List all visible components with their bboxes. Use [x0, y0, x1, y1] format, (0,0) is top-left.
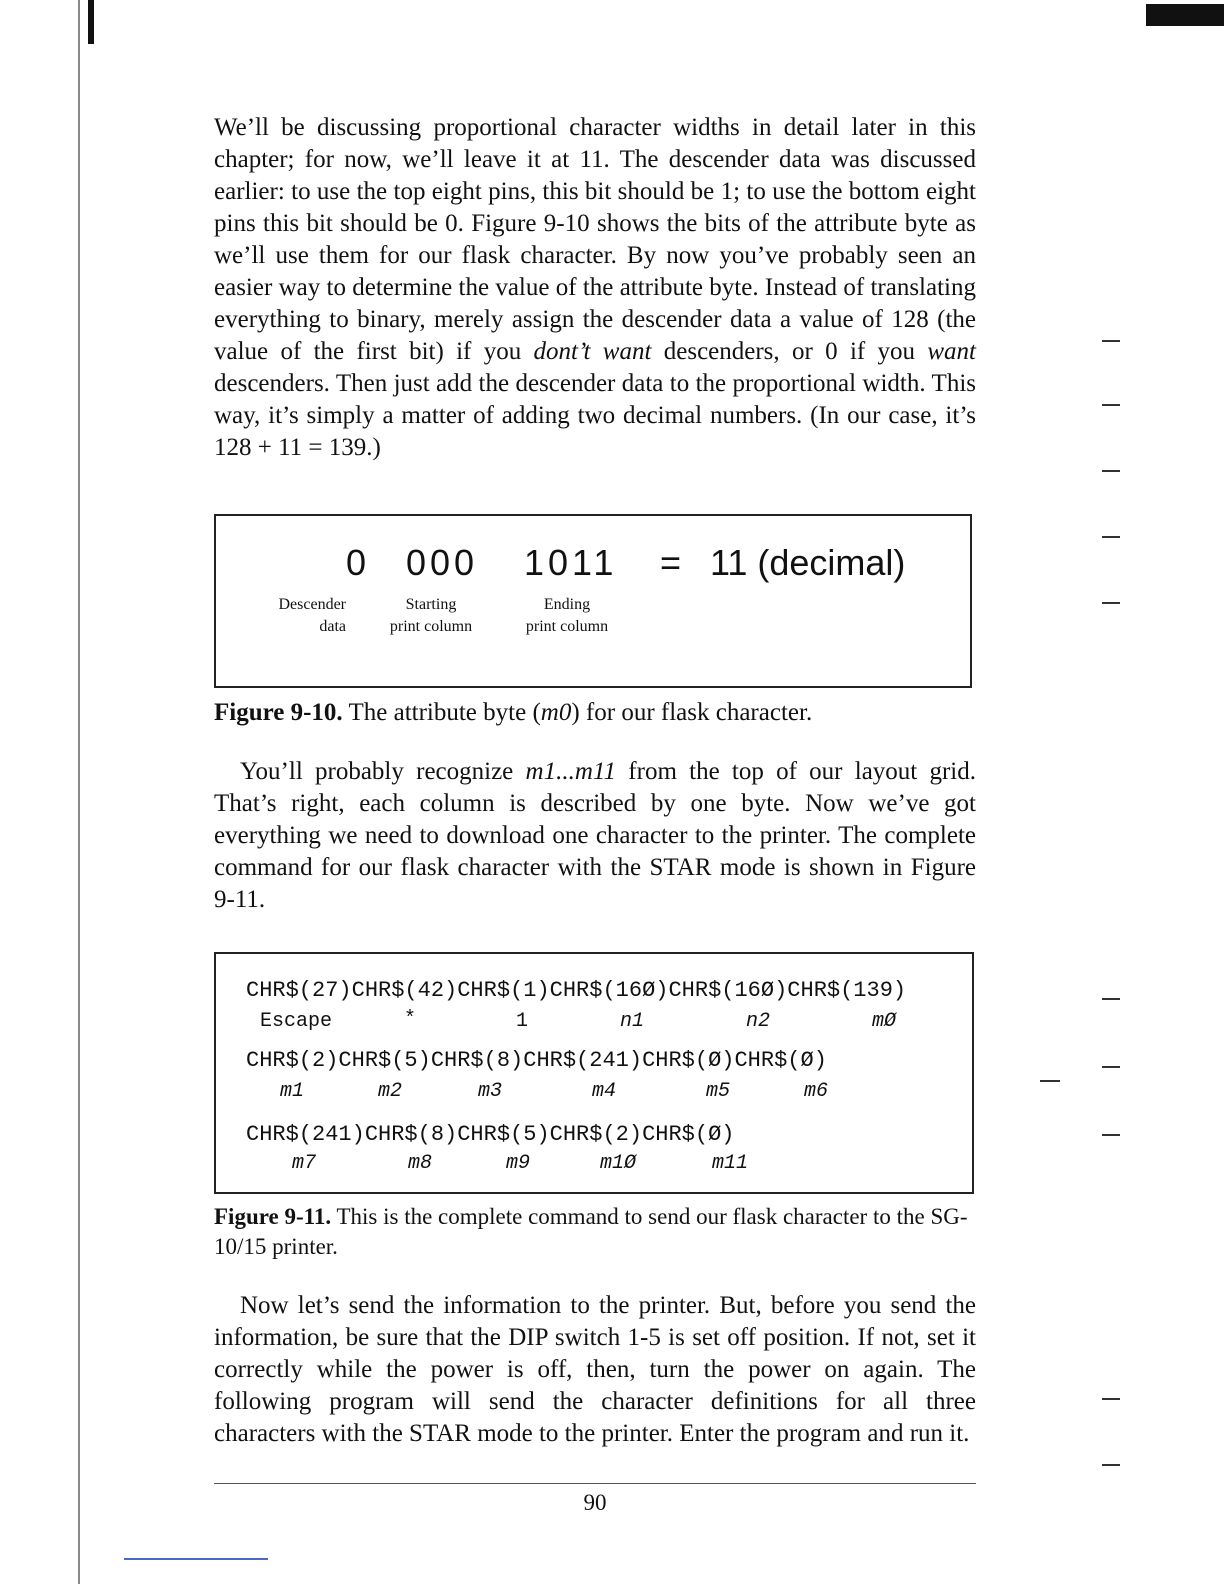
- code-label: m5: [706, 1080, 731, 1103]
- label-line: data: [319, 618, 346, 635]
- label-ending-print-column: [508, 594, 626, 638]
- paragraph-text: descenders. Then just add the descender data to the proportional width. This way, it’s simply a matter of adding two decimal numbers. (In our case, it’s 128 + 11 = 139.): [214, 370, 976, 461]
- code-label: m8: [408, 1152, 433, 1175]
- paragraph-send-information: [214, 1290, 976, 1450]
- paragraph-descender-data: [214, 112, 976, 464]
- paragraph-emphasis: m1...m11: [525, 758, 617, 785]
- caption-text: ) for our flask character.: [571, 699, 813, 726]
- paragraph-text: descenders, or 0 if you: [651, 338, 928, 365]
- paragraph-text: You’ll probably recognize: [240, 758, 526, 785]
- code-label: m1Ø: [600, 1152, 637, 1175]
- footer-rule: [214, 1483, 976, 1484]
- scan-blue-line: [124, 1558, 268, 1560]
- caption-emphasis: m0: [540, 699, 572, 726]
- code-line-2: CHR$(2)CHR$(5)CHR$(8)CHR$(241)CHR$(Ø)CHR$(Ø): [246, 1048, 827, 1073]
- label-starting-print-column: [376, 594, 486, 638]
- caption-label: Figure 9-10.: [214, 699, 343, 726]
- label-line: print column: [525, 618, 609, 635]
- margin-tick: [1102, 1134, 1120, 1136]
- label-line: print column: [389, 618, 473, 635]
- code-line-3: CHR$(241)CHR$(8)CHR$(5)CHR$(2)CHR$(Ø): [246, 1122, 735, 1147]
- margin-tick: [1102, 998, 1120, 1000]
- code-label: Escape: [260, 1010, 333, 1033]
- code-label: m7: [292, 1152, 317, 1175]
- margin-tick: [1102, 1398, 1120, 1400]
- caption-label: Figure 9-11.: [214, 1204, 332, 1229]
- scan-edge-mark: [88, 0, 94, 44]
- code-label: m3: [478, 1080, 503, 1103]
- label-line: Ending: [543, 596, 591, 613]
- paragraph-column-bytes: [214, 756, 976, 916]
- margin-tick: [1102, 536, 1120, 538]
- paragraph-text: from the top of our layout grid. That’s right, each column is described by one byte. Now we’ve got everything we need to download one character to the printer. The complete command for our flask character with the STAR mode is shown in Figure 9-11.: [214, 758, 976, 913]
- margin-tick: [1040, 1080, 1060, 1082]
- margin-tick: [1102, 340, 1120, 342]
- scan-edge: [78, 0, 80, 1584]
- margin-tick: [1102, 1464, 1120, 1466]
- starting-column-bits: 000: [406, 542, 479, 583]
- figure-9-11-box: [214, 952, 974, 1194]
- code-label: n2: [746, 1010, 771, 1033]
- paragraph-emphasis: want: [927, 338, 976, 365]
- code-label: n1: [620, 1010, 645, 1033]
- label-descender-data: [246, 594, 346, 638]
- code-label: m9: [506, 1152, 531, 1175]
- caption-text: The attribute byte (: [342, 699, 541, 726]
- figure-9-11-caption: [214, 1202, 976, 1262]
- code-line-1: CHR$(27)CHR$(42)CHR$(1)CHR$(16Ø)CHR$(16Ø)CHR$(139): [246, 978, 907, 1003]
- code-label: m11: [712, 1152, 749, 1175]
- margin-tick: [1102, 470, 1120, 472]
- equals-sign: =: [660, 542, 686, 583]
- code-label: m1: [280, 1080, 305, 1103]
- label-line: Descender: [278, 596, 346, 613]
- code-label: m6: [804, 1080, 829, 1103]
- margin-tick: [1102, 602, 1120, 604]
- decimal-value: 11 (decimal): [710, 542, 906, 583]
- code-label: *: [404, 1008, 417, 1031]
- code-label: 1: [516, 1010, 529, 1033]
- figure-9-10-caption: [214, 698, 976, 728]
- paragraph-text: Now let’s send the information to the printer. But, before you send the information, be sure that the DIP switch 1-5 is set off position. If not, set it correctly while the power is off, then, turn the power on again. The following program will send the character definitions for all three characters with the STAR mode to the printer. Enter the program and run it.: [214, 1292, 976, 1447]
- paragraph-emphasis: dont’t want: [533, 338, 652, 365]
- margin-tick: [1102, 404, 1120, 406]
- code-label: m2: [378, 1080, 403, 1103]
- caption-text: This is the complete command to send our flask character to the SG-10/15 printer.: [214, 1204, 968, 1259]
- page-number: 90: [583, 1490, 607, 1515]
- code-label: m4: [592, 1080, 617, 1103]
- label-line: Starting: [405, 596, 457, 613]
- ending-column-bits: 1011: [524, 542, 618, 583]
- margin-tick: [1102, 1066, 1120, 1068]
- descender-bit: 0: [346, 542, 371, 583]
- figure-9-10-box: [214, 514, 972, 688]
- paragraph-text: We’ll be discussing proportional character widths in detail later in this chapter; for now, we’ll leave it at 11. The descender data was discussed earlier: to use the top eight pins, this bit should be 1; to use the bottom eight pins this bit should be 0. Figure 9-10 shows the bits of the attribute byte as we’ll use them for our flask character. By now you’ve probably seen an easier way to determine the value of the attribute byte. Instead of translating everything to binary, merely assign the descender data a value of 128 (the value of the first bit) if you: [214, 114, 976, 365]
- code-label: mØ: [872, 1010, 897, 1033]
- scan-corner-mark: [1146, 4, 1224, 26]
